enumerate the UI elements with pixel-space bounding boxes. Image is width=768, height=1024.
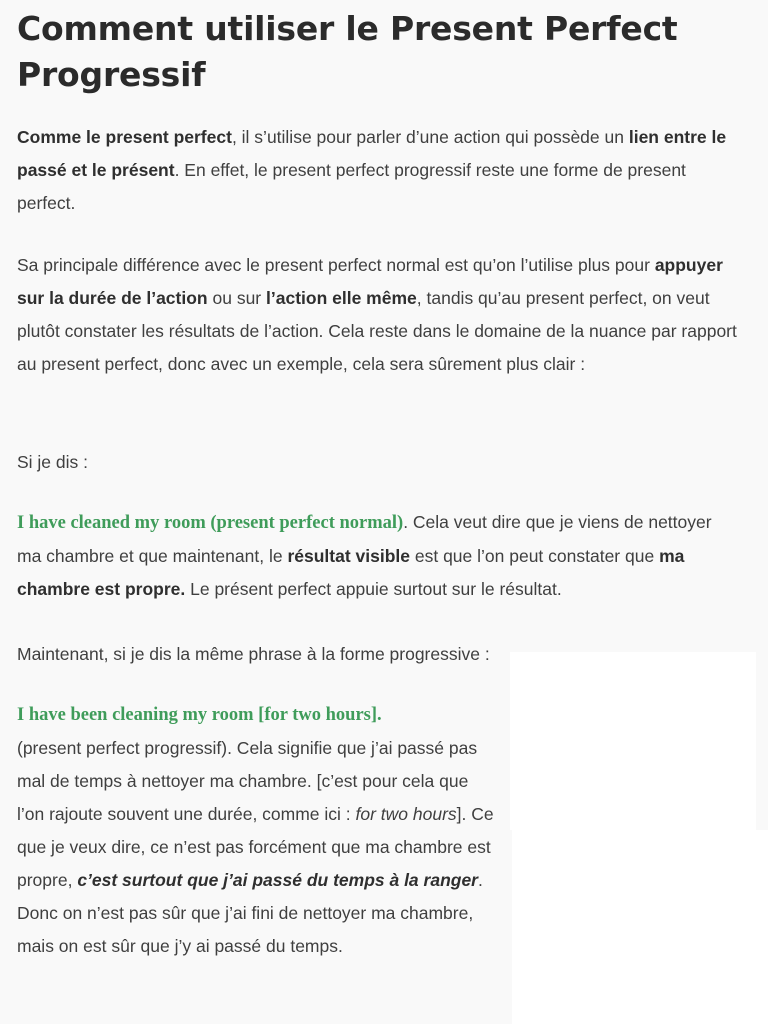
right-blank-panel — [510, 652, 756, 830]
example-1-paragraph — [17, 506, 737, 606]
example-2-bold-italic-1: c’est surtout que j’ai passé du temps à la ranger — [77, 870, 478, 890]
example-1-text-3: Le présent perfect appuie surtout sur le résultat. — [185, 579, 562, 599]
difference-paragraph — [17, 249, 739, 381]
example-2-text-3: . Donc on n’est pas sûr que j’ai fini de nettoyer ma chambre, mais on est sûr que j’y ai passé du temps. — [17, 870, 483, 956]
intro-text-2: . En effet, le present perfect progressif reste une forme de present perfect. — [17, 160, 686, 213]
intro-text-1: , il s’utilise pour parler d’une action qui possède un — [231, 127, 629, 147]
example-2-paragraph — [17, 698, 497, 963]
intro-bold-1: Comme le present perfect — [17, 127, 232, 147]
difference-bold-2: l’action elle même — [266, 288, 417, 308]
difference-bold-1: appuyer sur la durée de l’action — [17, 255, 723, 308]
example-2-italic-1: for two hours — [355, 804, 457, 824]
difference-text-1: Sa principale différence avec le present perfect normal est qu’on l’utilise plus pour — [17, 255, 655, 275]
example-1-sentence: I have cleaned my room (present perfect normal) — [17, 513, 404, 533]
difference-text-2: ou sur — [207, 288, 266, 308]
example-1-text-2: est que l’on peut constater que — [410, 546, 660, 566]
example-2-text-2: ]. Ce que je veux dire, ce n’est pas forcément que ma chambre est propre, — [17, 804, 494, 890]
page-title: Comment utiliser le Present Perfect Progressif — [17, 9, 678, 94]
intro-paragraph — [17, 121, 737, 220]
example-2-sentence: I have been cleaning my room [for two hours]. — [17, 705, 382, 725]
example-1-bold-1: résultat visible — [287, 546, 410, 566]
intro-bold-2: lien entre le passé et le présent — [17, 127, 727, 180]
si-je-dis-paragraph: Si je dis : — [17, 452, 88, 472]
example-2-text-1: (present perfect progressif). Cela signifie que j’ai passé pas mal de temps à nettoyer ma chambre. [c’est pour cela que l’on rajoute souvent une durée, comme ici : — [17, 738, 478, 824]
example-1-bold-2: ma chambre est propre. — [17, 546, 685, 599]
right-blank-panel-lower — [512, 830, 768, 1024]
example-1-text-1: . Cela veut dire que je viens de nettoyer ma chambre et que maintenant, le — [17, 512, 712, 566]
difference-text-3: , tandis qu’au present perfect, on veut plutôt constater les résultats de l’action. Cela reste dans le domaine de la nuance par rapport au present perfect, donc avec un exemple, cela sera sûrement plus clair : — [17, 288, 737, 374]
maintenant-paragraph: Maintenant, si je dis la même phrase à la forme progressive : — [17, 644, 490, 664]
